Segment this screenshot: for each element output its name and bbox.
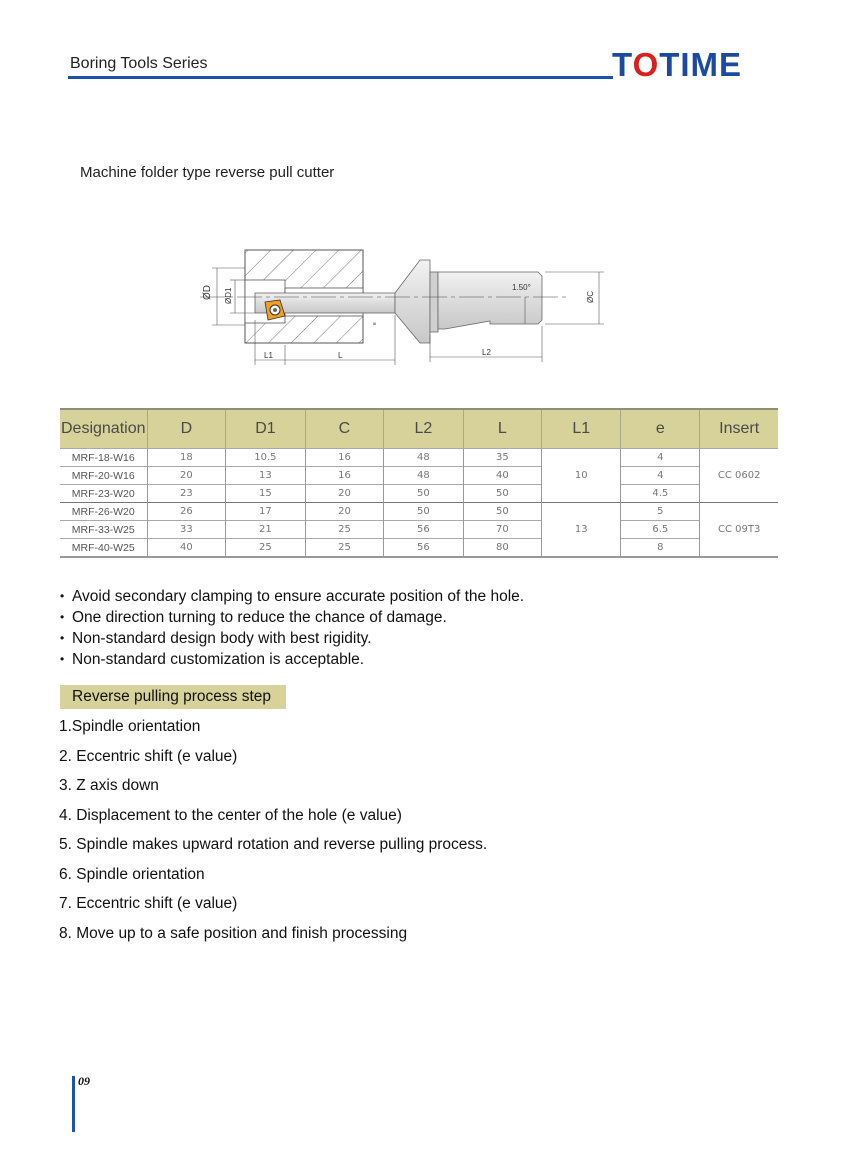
cell-d: 33 <box>147 521 226 539</box>
cell-d1: 15 <box>226 485 305 503</box>
cell-d1: 10.5 <box>226 449 305 467</box>
cell-l2: 50 <box>384 503 463 521</box>
logo-letter-t: T <box>612 46 633 83</box>
cell-l2: 56 <box>384 521 463 539</box>
logo-letters-time: TIME <box>659 46 743 83</box>
col-e: e <box>621 409 700 449</box>
process-step: 2. Eccentric shift (e value) <box>59 747 238 765</box>
table-row <box>60 503 778 521</box>
cell-l1-group: 10 <box>542 449 621 503</box>
feature-item: • Non-standard design body with best rigidity. <box>60 628 524 649</box>
table-row <box>60 521 778 539</box>
dim-label-d1: ØD1 <box>224 287 233 304</box>
cell-l2: 50 <box>384 485 463 503</box>
feature-item: • Avoid secondary clamping to ensure accurate position of the hole. <box>60 586 524 607</box>
cell-insert-group: CC 0602 <box>700 449 778 503</box>
table-row <box>60 539 778 558</box>
spec-table <box>60 408 778 558</box>
cell-c: 20 <box>305 485 384 503</box>
dim-label-l: L <box>338 351 343 360</box>
process-step: 6. Spindle orientation <box>59 865 205 883</box>
cell-e: 6.5 <box>621 521 700 539</box>
feature-item: • One direction turning to reduce the chance of damage. <box>60 607 524 628</box>
cell-l: 80 <box>463 539 542 558</box>
dim-label-d: ØD <box>202 285 213 300</box>
dim-label-c: ØC <box>586 291 595 303</box>
col-c: C <box>305 409 384 449</box>
cell-l: 35 <box>463 449 542 467</box>
angle-label: 1.50° <box>512 283 531 292</box>
logo-letter-o: O <box>632 46 660 83</box>
cell-designation: MRF-23-W20 <box>60 485 147 503</box>
col-d: D <box>147 409 226 449</box>
product-title: Machine folder type reverse pull cutter <box>80 164 335 181</box>
cell-l: 50 <box>463 485 542 503</box>
cell-c: 20 <box>305 503 384 521</box>
process-step: 4. Displacement to the center of the hole (e value) <box>59 806 402 824</box>
cell-c: 25 <box>305 521 384 539</box>
cell-d: 20 <box>147 467 226 485</box>
col-insert: Insert <box>700 409 778 449</box>
cell-d1: 25 <box>226 539 305 558</box>
cell-d1: 21 <box>226 521 305 539</box>
cell-l1-group: 13 <box>542 503 621 558</box>
feature-list <box>60 586 524 670</box>
cell-l: 70 <box>463 521 542 539</box>
page-number-bar <box>72 1076 75 1132</box>
cell-l2: 48 <box>384 449 463 467</box>
process-step: 3. Z axis down <box>59 777 159 794</box>
col-l: L <box>463 409 542 449</box>
process-heading: Reverse pulling process step <box>60 685 286 709</box>
process-steps <box>59 716 487 952</box>
page-number: 09 <box>78 1074 90 1088</box>
series-title: Boring Tools Series <box>70 55 208 72</box>
process-step: 8. Move up to a safe position and finish processing <box>59 924 408 942</box>
cell-designation: MRF-18-W16 <box>60 449 147 467</box>
cell-designation: MRF-33-W25 <box>60 521 147 539</box>
col-d1: D1 <box>226 409 305 449</box>
cell-c: 25 <box>305 539 384 558</box>
cell-designation: MRF-40-W25 <box>60 539 147 558</box>
cell-d: 40 <box>147 539 226 558</box>
cell-d: 26 <box>147 503 226 521</box>
table-row <box>60 449 778 467</box>
cell-e: 4 <box>621 449 700 467</box>
cell-designation: MRF-20-W16 <box>60 467 147 485</box>
cell-l: 50 <box>463 503 542 521</box>
col-l2: L2 <box>384 409 463 449</box>
cell-d: 18 <box>147 449 226 467</box>
cell-e: 8 <box>621 539 700 558</box>
dim-label-l2: L2 <box>482 348 491 357</box>
cell-l: 40 <box>463 467 542 485</box>
col-designation: Designation <box>60 409 147 449</box>
table-row <box>60 485 778 503</box>
cell-d1: 17 <box>226 503 305 521</box>
cell-d1: 13 <box>226 467 305 485</box>
cell-l2: 48 <box>384 467 463 485</box>
cell-l2: 56 <box>384 539 463 558</box>
process-step: 1.Spindle orientation <box>59 718 201 735</box>
cell-c: 16 <box>305 467 384 485</box>
tool-drawing <box>190 240 620 370</box>
cell-insert-group: CC 09T3 <box>700 503 778 558</box>
dim-label-l1: L1 <box>264 351 273 360</box>
table-header-row <box>60 409 778 449</box>
totime-logo <box>612 48 742 82</box>
cell-e: 5 <box>621 503 700 521</box>
cell-e: 4.5 <box>621 485 700 503</box>
process-step: 5. Spindle makes upward rotation and reverse pulling process. <box>59 836 488 853</box>
cell-d: 23 <box>147 485 226 503</box>
dim-label-e: e <box>372 322 378 325</box>
cell-c: 16 <box>305 449 384 467</box>
table-row <box>60 467 778 485</box>
feature-item: • Non-standard customization is acceptable. <box>60 649 524 670</box>
col-l1: L1 <box>542 409 621 449</box>
process-step: 7. Eccentric shift (e value) <box>59 895 238 912</box>
cell-e: 4 <box>621 467 700 485</box>
header-divider <box>68 76 613 79</box>
cell-designation: MRF-26-W20 <box>60 503 147 521</box>
